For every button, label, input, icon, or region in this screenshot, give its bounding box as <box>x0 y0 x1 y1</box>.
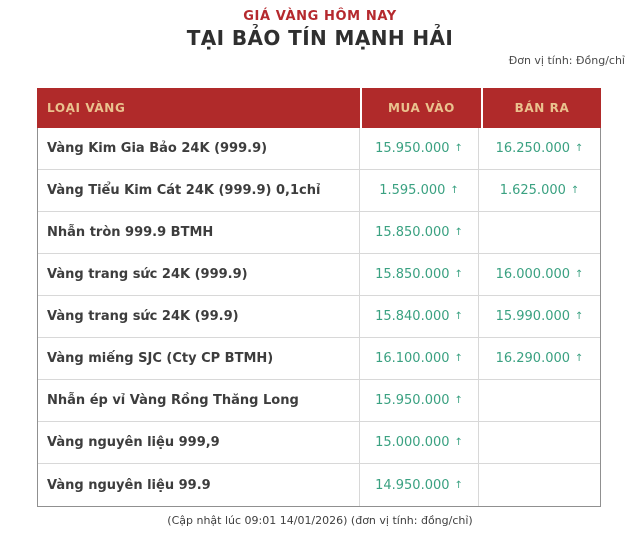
sell-price-value: 16.250.000 <box>495 141 571 156</box>
table-body <box>37 128 601 507</box>
trend-up-icon: ↑ <box>454 311 463 322</box>
sell-price-value: 1.625.000 <box>499 183 566 198</box>
sell-price-value: 16.000.000 <box>495 267 571 282</box>
trend-up-icon: ↑ <box>570 185 580 196</box>
sell-price-cell <box>479 254 600 295</box>
buy-price-value: 15.950.000 <box>375 141 450 156</box>
gold-type-label: Vàng nguyên liệu 99.9 <box>38 464 360 506</box>
buy-price-value: 15.950.000 <box>375 393 450 408</box>
sell-price-cell <box>479 338 600 379</box>
buy-price-cell <box>360 254 479 295</box>
trend-up-icon: ↑ <box>454 437 463 448</box>
unit-note: Đơn vị tính: Đồng/chỉ <box>508 54 625 67</box>
trend-up-icon: ↑ <box>575 353 584 364</box>
buy-price-cell <box>360 380 479 421</box>
buy-price-cell <box>360 128 479 169</box>
sell-price-cell <box>479 422 600 463</box>
buy-price-value: 15.850.000 <box>375 267 450 282</box>
table-row <box>38 254 600 296</box>
gold-type-label: Nhẫn tròn 999.9 BTMH <box>38 212 360 253</box>
sell-price-cell <box>479 296 600 337</box>
buy-price-cell <box>360 464 479 506</box>
update-timestamp-note: (Cập nhật lúc 09:01 14/01/2026) (đơn vị tính: đồng/chỉ) <box>167 514 473 527</box>
sell-price-cell <box>479 212 600 253</box>
buy-price-cell <box>360 296 479 337</box>
table-header-row <box>37 88 601 128</box>
gold-type-label: Vàng Tiểu Kim Cát 24K (999.9) 0,1chỉ <box>38 170 360 211</box>
column-header-sell: BÁN RA <box>483 88 601 128</box>
buy-price-value: 16.100.000 <box>375 351 450 366</box>
buy-price-cell <box>360 212 479 253</box>
gold-type-label: Vàng trang sức 24K (999.9) <box>38 254 360 295</box>
buy-price-cell <box>360 422 479 463</box>
table-row <box>38 464 600 506</box>
trend-up-icon: ↑ <box>454 227 463 238</box>
trend-up-icon: ↑ <box>575 311 584 322</box>
gold-type-label: Vàng nguyên liệu 999,9 <box>38 422 360 463</box>
buy-price-value: 15.840.000 <box>375 309 450 324</box>
column-header-buy: MUA VÀO <box>362 88 481 128</box>
sell-price-cell <box>479 380 600 421</box>
trend-up-icon: ↑ <box>575 269 584 280</box>
sell-price-cell <box>479 170 600 211</box>
gold-type-label: Vàng trang sức 24K (99.9) <box>38 296 360 337</box>
trend-up-icon: ↑ <box>454 143 463 154</box>
table-row <box>38 170 600 212</box>
table-row <box>38 212 600 254</box>
table-row <box>38 422 600 464</box>
buy-price-cell <box>360 338 479 379</box>
page-title: TẠI BẢO TÍN MẠNH HẢI <box>186 26 454 50</box>
column-header-type: LOẠI VÀNG <box>37 88 360 128</box>
trend-up-icon: ↑ <box>454 395 463 406</box>
trend-up-icon: ↑ <box>454 479 463 491</box>
trend-up-icon: ↑ <box>450 185 459 196</box>
table-row <box>38 380 600 422</box>
table-row <box>38 128 600 170</box>
trend-up-icon: ↑ <box>575 143 584 154</box>
table-row <box>38 338 600 380</box>
buy-price-value: 15.850.000 <box>375 225 450 240</box>
buy-price-value: 1.595.000 <box>379 183 446 198</box>
table-row <box>38 296 600 338</box>
trend-up-icon: ↑ <box>454 353 463 364</box>
buy-price-value: 14.950.000 <box>375 477 450 493</box>
page-kicker: GIÁ VÀNG HÔM NAY <box>243 9 397 24</box>
gold-type-label: Nhẫn ép vỉ Vàng Rồng Thăng Long <box>38 380 360 421</box>
buy-price-cell <box>360 170 479 211</box>
gold-price-table <box>37 88 601 507</box>
trend-up-icon: ↑ <box>454 269 463 280</box>
gold-type-label: Vàng Kim Gia Bảo 24K (999.9) <box>38 128 360 169</box>
gold-type-label: Vàng miếng SJC (Cty CP BTMH) <box>38 338 360 379</box>
sell-price-value: 16.290.000 <box>495 351 571 366</box>
buy-price-value: 15.000.000 <box>375 435 450 450</box>
sell-price-value: 15.990.000 <box>495 309 571 324</box>
sell-price-cell <box>479 464 600 506</box>
sell-price-cell <box>479 128 600 169</box>
